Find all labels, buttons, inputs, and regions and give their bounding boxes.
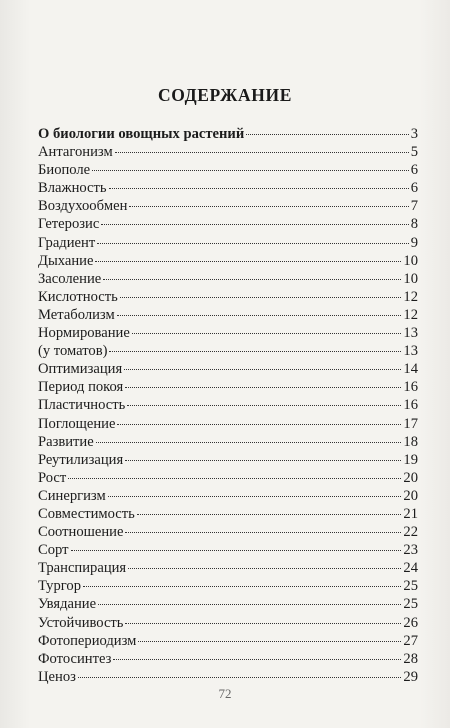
toc-entry-page: 12: [403, 306, 418, 323]
toc-entry: [38, 632, 418, 650]
toc-entry-page: 13: [403, 343, 418, 360]
toc-entry: [38, 161, 418, 179]
toc-entry-title: Транспирация: [38, 560, 127, 577]
dot-leader: [92, 170, 409, 171]
toc-entry-title: Совместимость: [38, 505, 135, 522]
toc-entry-title: Тургор: [38, 578, 81, 595]
dot-leader: [120, 297, 402, 298]
dot-leader: [138, 641, 401, 642]
toc-entry: [38, 523, 418, 541]
toc-entry-page: 10: [403, 252, 418, 269]
toc-entry-title: Устойчивость: [38, 614, 124, 631]
toc-entry-page: 29: [403, 668, 418, 685]
toc-entry-title: Влажность: [38, 180, 107, 197]
toc-entry: [38, 306, 418, 324]
dot-leader: [109, 351, 401, 352]
toc-entry: [38, 595, 418, 613]
toc-entry-page: 25: [403, 596, 418, 613]
toc-entry: [38, 270, 418, 288]
toc-entry: [38, 179, 418, 197]
toc-entry-page: 28: [403, 650, 418, 667]
toc-entry: [38, 342, 418, 360]
dot-leader: [125, 623, 401, 624]
toc-entry: [38, 559, 418, 577]
toc-entry: [38, 415, 418, 433]
dot-leader: [132, 333, 402, 334]
toc-entry: [38, 234, 418, 252]
dot-leader: [97, 243, 409, 244]
dot-leader: [68, 478, 401, 479]
toc-entry-page: 27: [403, 632, 418, 649]
toc-entry-page: 20: [403, 487, 418, 504]
toc-entry: [38, 469, 418, 487]
dot-leader: [128, 568, 401, 569]
dot-leader: [103, 279, 401, 280]
dot-leader: [96, 442, 402, 443]
toc-entry: [38, 650, 418, 668]
toc-entry-page: 8: [410, 216, 418, 233]
toc-entry-title: Увядание: [38, 596, 97, 613]
toc-entry-page: 12: [403, 288, 418, 305]
dot-leader: [125, 460, 401, 461]
toc-entry-page: 3: [410, 126, 418, 142]
dot-leader: [125, 387, 401, 388]
toc-entry-title: Фотопериодизм: [38, 632, 137, 649]
table-of-contents: [38, 125, 418, 686]
toc-entry-title: Пластичность: [38, 397, 126, 414]
toc-entry: [38, 396, 418, 414]
toc-entry-page: 22: [403, 524, 418, 541]
toc-entry: [38, 360, 418, 378]
toc-entry-title: Соотношение: [38, 524, 124, 541]
toc-entry-title: Градиент: [38, 234, 96, 251]
dot-leader: [124, 369, 401, 370]
toc-entry-page: 21: [403, 505, 418, 522]
toc-entry-title: О биологии овощных растений: [38, 126, 245, 142]
toc-entry: [38, 324, 418, 342]
toc-entry: [38, 125, 418, 143]
toc-entry-page: 25: [403, 578, 418, 595]
dot-leader: [98, 604, 401, 605]
toc-entry-title: Антагонизм: [38, 144, 113, 161]
dot-leader: [129, 206, 408, 207]
toc-entry-page: 19: [403, 451, 418, 468]
toc-entry-title: Воздухообмен: [38, 198, 128, 215]
dot-leader: [117, 315, 402, 316]
toc-entry-title: Дыхание: [38, 252, 94, 269]
dot-leader: [246, 134, 408, 135]
toc-entry: [38, 541, 418, 559]
toc-entry-title: Период покоя: [38, 379, 124, 396]
dot-leader: [101, 224, 408, 225]
toc-entry: [38, 487, 418, 505]
toc-entry-page: 23: [403, 542, 418, 559]
dot-leader: [78, 677, 402, 678]
toc-entry-page: 6: [410, 162, 418, 179]
toc-entry-page: 6: [410, 180, 418, 197]
toc-entry: [38, 252, 418, 270]
toc-entry: [38, 143, 418, 161]
dot-leader: [113, 659, 401, 660]
toc-entry-page: 10: [403, 270, 418, 287]
toc-entry-page: 9: [410, 234, 418, 251]
toc-entry: [38, 197, 418, 215]
toc-entry-title: Биополе: [38, 162, 91, 179]
toc-entry-title: Поглощение: [38, 415, 116, 432]
toc-entry-page: 16: [403, 379, 418, 396]
toc-entry-title: Синергизм: [38, 487, 106, 504]
toc-entry-page: 5: [410, 144, 418, 161]
toc-entry: [38, 505, 418, 523]
toc-entry-page: 7: [410, 198, 418, 215]
dot-leader: [71, 550, 402, 551]
toc-entry-title: Ценоз: [38, 668, 76, 685]
toc-entry-title: Нормирование: [38, 325, 130, 342]
dot-leader: [115, 152, 409, 153]
page-number: 72: [218, 686, 232, 701]
toc-entry-title: Засоление: [38, 270, 102, 287]
toc-entry-page: 24: [403, 560, 418, 577]
toc-entry-page: 13: [403, 325, 418, 342]
dot-leader: [137, 514, 402, 515]
toc-entry-title: Фотосинтез: [38, 650, 112, 667]
toc-entry: [38, 433, 418, 451]
toc-entry-title: Развитие: [38, 433, 94, 450]
dot-leader: [127, 405, 401, 406]
toc-entry: [38, 668, 418, 686]
toc-entry: [38, 577, 418, 595]
toc-entry: [38, 451, 418, 469]
toc-entry-page: 20: [403, 469, 418, 486]
toc-entry-page: 26: [403, 614, 418, 631]
toc-entry-title: Гетерозис: [38, 216, 100, 233]
toc-entry-title: (у томатов): [38, 343, 108, 360]
toc-entry-title: Метаболизм: [38, 306, 115, 323]
dot-leader: [95, 261, 401, 262]
toc-entry-title: Оптимизация: [38, 361, 123, 378]
toc-entry-title: Кислотность: [38, 288, 118, 305]
toc-entry: [38, 378, 418, 396]
toc-entry: [38, 215, 418, 233]
toc-entry-page: 18: [403, 433, 418, 450]
toc-entry-page: 14: [403, 361, 418, 378]
dot-leader: [108, 496, 402, 497]
toc-entry-title: Рост: [38, 469, 67, 486]
dot-leader: [117, 424, 401, 425]
dot-leader: [109, 188, 409, 189]
toc-entry: [38, 288, 418, 306]
dot-leader: [83, 586, 401, 587]
toc-entry-page: 17: [403, 415, 418, 432]
toc-entry-page: 16: [403, 397, 418, 414]
page-title: СОДЕРЖАНИЕ: [157, 85, 292, 105]
toc-entry: [38, 614, 418, 632]
toc-entry-title: Сорт: [38, 542, 69, 559]
toc-entry-title: Реутилизация: [38, 451, 124, 468]
dot-leader: [125, 532, 401, 533]
